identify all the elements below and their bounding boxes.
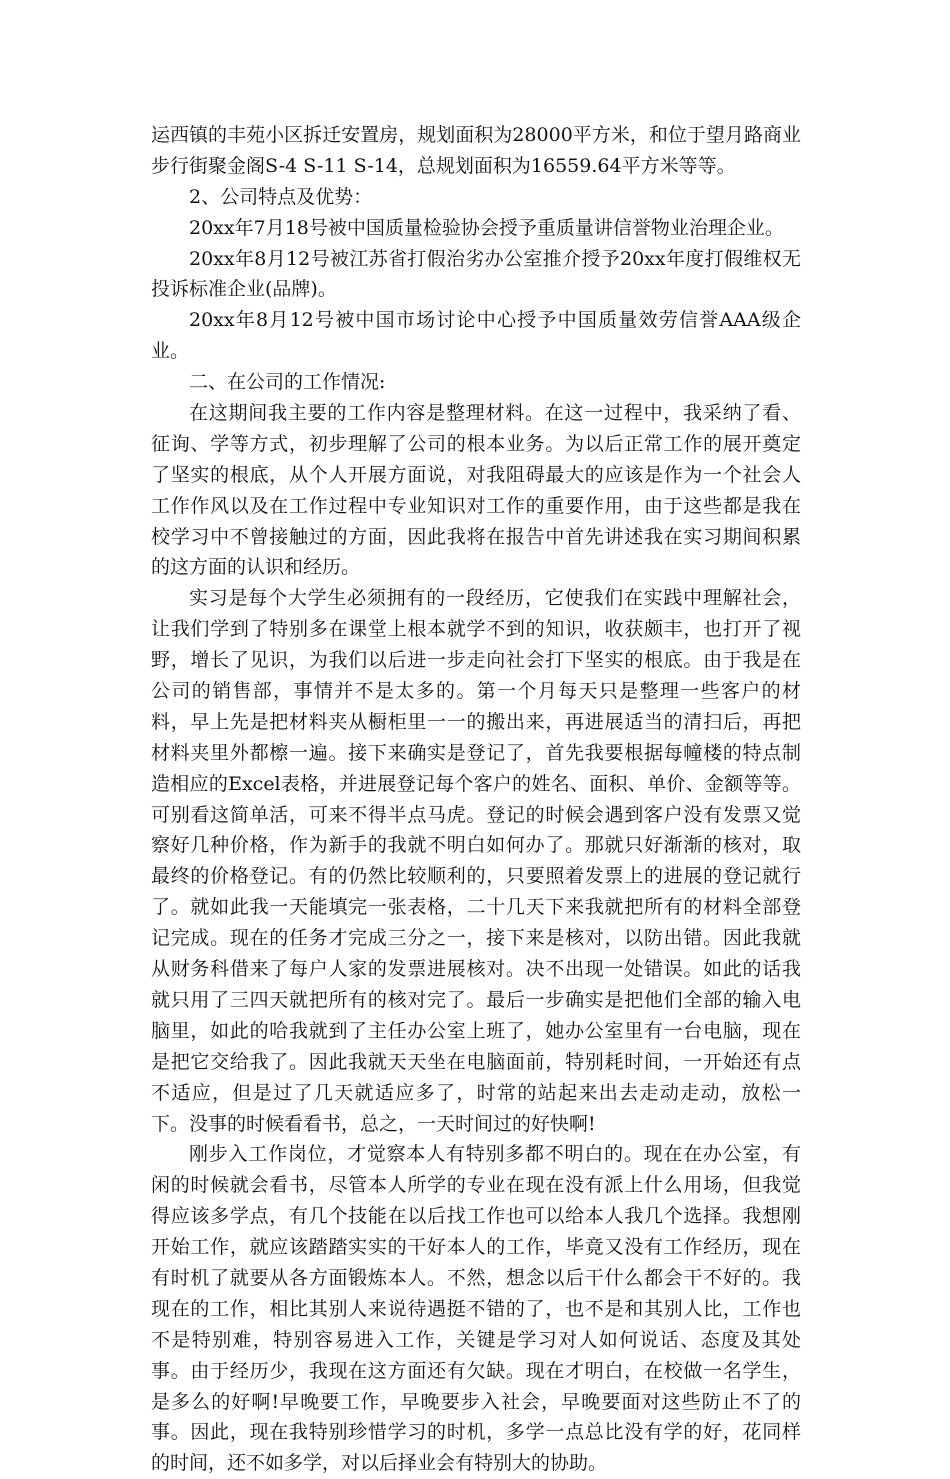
text-line: 的时间，还不如多学，对以后择业会有特别大的协助。: [151, 1452, 608, 1475]
text-line: 刚步入工作岗位，才觉察本人有特别多都不明白的。现在在办公室，有: [189, 1143, 801, 1166]
text-line: 二、在公司的工作情况:: [189, 371, 386, 394]
text-line: 记完成。现在的任务才完成三分之一，接下来是核对，以防出错。因此我就: [151, 927, 801, 950]
text-line: 了。就如此我一天能填完一张表格，二十几天下来我就把所有的材料全部登: [151, 896, 801, 919]
text-line: 就只用了三四天就把所有的核对完了。最后一步确实是把他们全部的输入电: [151, 988, 801, 1011]
text-line: 不是特别难，特别容易进入工作，关键是学习对人如何说话、态度及其处: [151, 1328, 801, 1351]
text-line: 公司的销售部，事情并不是太多的。第一个月每天只是整理一些客户的材: [151, 680, 801, 703]
text-line: 开始工作，就应该踏踏实实的干好本人的工作，毕竟又没有工作经历，现在: [151, 1236, 801, 1259]
document-body: [151, 120, 801, 1479]
text-line: 是把它交给我了。因此我就天天坐在电脑面前，特别耗时间，一开始还有点: [151, 1050, 801, 1073]
text-line: 20xx年8月12号被中国市场讨论中心授予中国质量效劳信誉AAA级企: [189, 309, 801, 332]
text-line: 20xx年8月12号被江苏省打假治劣办公室推介授予20xx年度打假维权无: [189, 247, 801, 270]
text-line: 不适应，但是过了几天就适应多了，时常的站起来出去走动走动，放松一: [151, 1081, 801, 1104]
text-line: 材料夹里外都檫一遍。接下来确实是登记了，首先我要根据每幢楼的特点制: [151, 741, 801, 764]
text-line: 运西镇的丰苑小区拆迁安置房，规划面积为28000平方米，和位于望月路商业: [151, 124, 801, 146]
text-line: 脑里，如此的哈我就到了主任办公室上班了，她办公室里有一台电脑，现在: [151, 1019, 801, 1042]
text-line: 了坚实的根底，从个人开展方面说，对我阻碍最大的应该是作为一个社会人: [151, 463, 801, 486]
text-line: 2、公司特点及优势：: [189, 185, 373, 208]
text-line: 得应该多学点，有几个技能在以后找工作也可以给本人我几个选择。我想刚: [151, 1205, 801, 1228]
text-line: 有时机了就要从各方面锻炼本人。不然，想念以后干什么都会干不好的。我: [151, 1266, 801, 1289]
text-line: 让我们学到了特别多在课堂上根本就学不到的知识，收获颇丰，也打开了视: [151, 618, 801, 641]
text-line: 事。由于经历少，我现在这方面还有欠缺。现在才明白，在校做一名学生，: [151, 1359, 801, 1382]
text-line: 在这期间我主要的工作内容是整理材料。在这一过程中，我采纳了看、: [189, 402, 801, 425]
text-line: 野，增长了见识，为我们以后进一步走向社会打下坚实的根底。由于我是在: [151, 649, 801, 672]
text-line: 是多么的好啊!早晚要工作，早晚要步入社会，早晚要面对这些防止不了的: [151, 1390, 801, 1413]
text-line: 的这方面的认识和经历。: [151, 556, 361, 579]
text-line: 造相应的Excel表格，并进展登记每个客户的姓名、面积、单价、金额等等。: [151, 772, 801, 795]
text-line: 校学习中不曾接触过的方面，因此我将在报告中首先讲述我在实习期间积累: [151, 525, 801, 548]
text-line: 闲的时候就会看书，尽管本人所学的专业在现在没有派上什么用场，但我觉: [151, 1174, 801, 1197]
text-line: 征询、学等方式，初步理解了公司的根本业务。为以后正常工作的展开奠定: [151, 432, 801, 455]
text-line: 料，早上先是把材料夹从橱柜里一一的搬出来，再进展适当的清扫后，再把: [151, 710, 801, 733]
text-line: 步行街聚金阁S-4 S-11 S-14，总规划面积为16559.64平方米等等。: [151, 154, 736, 177]
text-line: 事。因此，现在我特别珍惜学习的时机，多学一点总比没有学的好，花同样: [151, 1421, 801, 1444]
text-line: 最终的价格登记。有的仍然比较顺利的，只要照着发票上的进展的登记就行: [151, 865, 801, 888]
text-line: 业。: [151, 340, 190, 363]
text-line: 察好几种价格，作为新手的我就不明白如何办了。那就只好渐渐的核对，取: [151, 834, 801, 857]
text-line: 从财务科借来了每户人家的发票进展核对。决不出现一处错误。如此的话我: [151, 958, 801, 981]
text-line: 实习是每个大学生必须拥有的一段经历，它使我们在实践中理解社会，: [189, 587, 801, 610]
text-line: 可别看这简单活，可来不得半点马虎。登记的时候会遇到客户没有发票又觉: [151, 803, 801, 826]
text-line: 工作作风以及在工作过程中专业知识对工作的重要作用，由于这些都是我在: [151, 494, 801, 517]
text-line: 下。没事的时候看看书，总之，一天时间过的好快啊!: [151, 1112, 596, 1135]
text-line: 20xx年7月18号被中国质量检验协会授予重质量讲信誉物业治理企业。: [189, 216, 784, 239]
text-line: 投诉标准企业(品牌)。: [151, 278, 337, 301]
text-line: 现在的工作，相比其别人来说待遇挺不错的了，也不是和其别人比，工作也: [151, 1297, 801, 1320]
